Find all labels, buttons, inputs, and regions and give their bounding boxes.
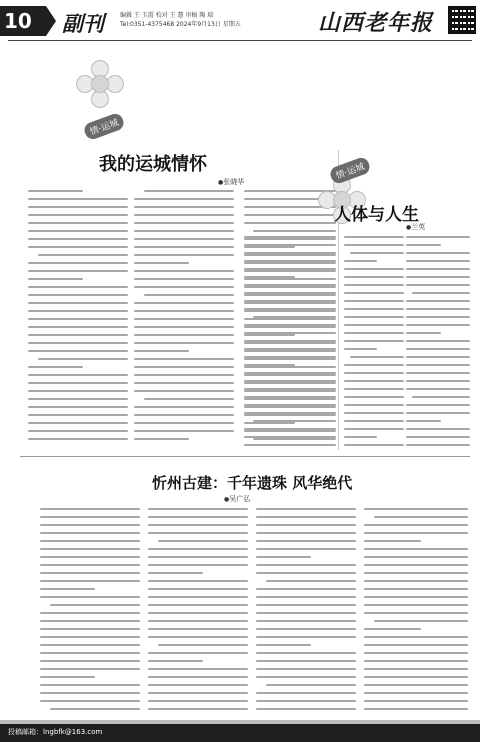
article-body-column [148,508,248,716]
body-text-line [344,332,404,334]
body-text-line [364,604,468,606]
article-body-column [40,508,140,716]
body-text-line [40,508,140,510]
section-name: 副刊 [62,11,104,36]
body-text-line [364,540,421,542]
body-text-line [344,340,404,342]
body-text-line [256,540,356,542]
body-text-line [134,414,234,416]
body-text-line [364,580,468,582]
body-text-line [344,236,404,238]
body-text-line [28,262,128,264]
body-text-line [344,268,404,270]
article-author: ● 兰英 [406,222,425,232]
body-text-line [344,284,404,286]
body-text-line [134,438,189,440]
body-text-line [256,588,356,590]
body-text-line [244,260,336,262]
body-text-line [256,564,356,566]
body-text-line [256,692,356,694]
body-text-line [28,374,128,376]
body-text-line [406,404,470,406]
body-text-line [244,300,336,302]
body-text-line [28,422,128,424]
article-badge: 情·运城 [82,112,125,142]
body-text-line [256,676,356,678]
body-text-line [344,420,404,422]
body-text-line [406,348,470,350]
body-text-line [364,596,468,598]
body-text-line [406,372,470,374]
body-text-line [364,700,468,702]
body-text-line [244,364,295,366]
body-text-line [144,294,234,296]
body-text-line [28,406,128,408]
body-text-line [256,572,356,574]
body-text-line [134,230,234,232]
qr-code-icon [448,6,476,34]
body-text-line [50,604,140,606]
body-text-line [256,532,356,534]
body-text-line [134,214,234,216]
body-text-line [148,676,248,678]
body-text-line [134,326,234,328]
body-text-line [40,588,95,590]
body-text-line [364,572,468,574]
body-text-line [344,412,404,414]
body-text-line [134,302,234,304]
body-text-line [40,572,140,574]
body-text-line [134,198,234,200]
body-text-line [256,628,356,630]
body-text-line [256,612,356,614]
body-text-line [134,430,234,432]
body-text-line [40,652,140,654]
article-body-column [244,236,336,452]
body-text-line [406,444,470,446]
body-text-line [28,286,128,288]
body-text-line [244,444,336,446]
body-text-line [40,564,140,566]
body-text-line [40,660,140,662]
body-text-line [40,700,140,702]
body-text-line [406,412,470,414]
body-text-line [50,708,140,710]
body-text-line [28,230,128,232]
header-rule [8,40,472,41]
header-info-line2: Tel:0351-4375468 2024年9月13日 星期五 [120,21,241,28]
body-text-line [40,580,140,582]
body-text-line [40,612,140,614]
body-text-line [364,636,468,638]
body-text-line [158,644,248,646]
article-badge: 情·运城 [328,156,371,186]
body-text-line [134,382,234,384]
body-text-line [148,620,248,622]
body-text-line [148,516,248,518]
body-text-line [134,390,234,392]
section-divider [20,456,470,457]
body-text-line [256,516,356,518]
body-text-line [28,206,128,208]
body-text-line [40,644,140,646]
body-text-line [28,270,128,272]
body-text-line [406,276,470,278]
article-body-column [406,236,470,452]
body-text-line [244,356,336,358]
body-text-line [40,620,140,622]
article-body-column [134,190,234,452]
body-text-line [134,342,234,344]
body-text-line [28,342,128,344]
body-text-line [256,548,356,550]
body-text-line [40,556,140,558]
page-header [0,0,480,42]
body-text-line [38,358,128,360]
body-text-line [134,310,234,312]
body-text-line [134,334,234,336]
body-text-line [256,668,356,670]
body-text-line [244,244,336,246]
body-text-line [406,252,470,254]
body-text-line [244,284,336,286]
body-text-line [344,364,404,366]
body-text-line [244,388,336,390]
body-text-line [344,372,404,374]
body-text-line [253,420,336,422]
body-text-line [28,198,128,200]
body-text-line [244,292,336,294]
body-text-line [134,222,234,224]
body-text-line [244,348,336,350]
article-body-column [364,508,468,716]
body-text-line [344,276,404,278]
body-text-line [134,206,234,208]
body-text-line [134,350,189,352]
body-text-line [40,684,140,686]
page-number: 10 [0,6,46,36]
body-text-line [364,652,468,654]
body-text-line [28,294,128,296]
body-text-line [256,604,356,606]
body-text-line [406,308,470,310]
body-text-line [148,532,248,534]
body-text-line [406,388,470,390]
body-text-line [406,380,470,382]
body-text-line [148,612,248,614]
body-text-line [344,428,404,430]
body-text-line [148,684,248,686]
body-text-line [40,668,140,670]
body-text-line [344,436,377,438]
body-text-line [344,388,404,390]
body-text-line [344,292,404,294]
body-text-line [256,596,356,598]
body-text-line [406,364,470,366]
body-text-line [344,308,404,310]
body-text-line [244,428,336,430]
masthead-logo: 山西老年报 [318,10,434,36]
body-text-line [344,300,404,302]
body-text-line [148,556,248,558]
body-text-line [364,532,468,534]
body-text-line [364,612,468,614]
body-text-line [256,708,356,710]
body-text-line [40,532,140,534]
body-text-line [38,254,128,256]
body-text-line [364,548,468,550]
article-author: ● 张晓华 [218,177,244,187]
body-text-line [344,324,404,326]
body-text-line [256,660,356,662]
body-text-line [364,668,468,670]
body-text-line [364,524,468,526]
body-text-line [344,244,404,246]
body-text-line [134,374,234,376]
body-text-line [148,652,248,654]
body-text-line [256,644,311,646]
body-text-line [253,316,336,318]
body-text-line [244,308,336,310]
body-text-line [256,620,356,622]
body-text-line [344,348,377,350]
body-text-line [412,292,470,294]
body-text-line [40,516,140,518]
body-text-line [244,324,336,326]
header-info [120,11,241,29]
body-text-line [148,548,248,550]
article-body-column [256,508,356,716]
body-text-line [244,436,336,438]
body-text-line [28,438,128,440]
body-text-line [406,324,470,326]
body-text-line [244,396,336,398]
body-text-line [364,692,468,694]
body-text-line [374,516,468,518]
body-text-line [406,428,470,430]
body-text-line [28,382,128,384]
body-text-line [40,636,140,638]
body-text-line [406,268,470,270]
body-text-line [244,372,336,374]
body-text-line [28,350,128,352]
body-text-line [28,246,128,248]
body-text-line [28,310,128,312]
body-text-line [28,278,83,280]
body-text-line [406,340,470,342]
article-body-column [344,236,404,452]
body-text-line [28,318,128,320]
body-text-line [406,420,441,422]
body-text-line [266,580,356,582]
body-text-line [406,316,470,318]
body-text-line [344,380,404,382]
body-text-line [134,246,234,248]
body-text-line [40,596,140,598]
body-text-line [28,334,128,336]
body-text-line [28,222,128,224]
body-text-line [256,556,311,558]
body-text-line [134,286,234,288]
body-text-line [148,628,248,630]
body-text-line [148,604,248,606]
body-text-line [148,564,248,566]
body-text-line [350,252,404,254]
body-text-line [374,620,468,622]
body-text-line [158,540,248,542]
body-text-line [244,332,336,334]
flower-decoration-icon [76,60,124,108]
body-text-line [244,404,336,406]
body-text-line [244,252,336,254]
body-text-line [148,668,248,670]
body-text-line [364,676,468,678]
body-text-line [148,572,203,574]
body-text-line [364,628,421,630]
article-title: 我的运城情怀 [99,154,207,175]
body-text-line [148,692,248,694]
body-text-line [344,444,404,446]
body-text-line [134,318,234,320]
article-body-column [28,190,128,452]
body-text-line [244,268,336,270]
body-text-line [134,366,234,368]
body-text-line [148,508,248,510]
body-text-line [364,708,468,710]
body-text-line [364,684,468,686]
body-text-line [28,238,128,240]
body-text-line [144,398,234,400]
body-text-line [344,396,404,398]
body-text-line [256,636,356,638]
header-info-line1: 编辑 王 玉霞 校对 王 慧 审稿 陶 瑞 [120,12,214,19]
body-text-line [406,332,441,334]
body-text-line [364,660,468,662]
body-text-line [40,628,140,630]
body-text-line [28,414,128,416]
body-text-line [148,700,248,702]
body-text-line [148,580,248,582]
body-text-line [364,508,468,510]
body-text-line [28,326,128,328]
body-text-line [406,236,470,238]
body-text-line [244,340,336,342]
body-text-line [40,524,140,526]
body-text-line [244,236,336,238]
body-text-line [134,254,234,256]
body-text-line [134,270,234,272]
body-text-line [350,356,404,358]
body-text-line [244,412,336,414]
page-number-arrow-icon [46,6,56,36]
body-text-line [28,430,128,432]
body-text-line [28,390,128,392]
body-text-line [28,214,128,216]
body-text-line [40,692,140,694]
body-text-line [406,260,470,262]
body-text-line [253,230,336,232]
body-text-line [40,540,140,542]
body-text-line [144,190,234,192]
body-text-line [148,636,248,638]
body-text-line [134,358,234,360]
body-text-line [134,278,234,280]
body-text-line [134,406,234,408]
body-text-line [364,556,468,558]
body-text-line [344,404,404,406]
body-text-line [364,588,468,590]
body-text-line [28,398,128,400]
body-text-line [256,524,356,526]
body-text-line [266,684,356,686]
body-text-line [406,436,470,438]
body-text-line [40,676,95,678]
footer-email: 投稿邮箱：lngbfk@163.com [8,728,103,736]
article-author: ● 吴广弘 [224,494,250,504]
body-text-line [148,596,248,598]
body-text-line [364,644,468,646]
body-text-line [344,260,377,262]
body-text-line [134,262,189,264]
body-text-line [148,524,248,526]
body-text-line [40,548,140,550]
body-text-line [28,190,83,192]
body-text-line [406,356,470,358]
body-text-line [28,302,128,304]
body-text-line [134,238,234,240]
body-text-line [256,700,356,702]
body-text-line [148,708,248,710]
body-text-line [28,366,83,368]
body-text-line [406,244,441,246]
body-text-line [244,276,295,278]
body-text-line [134,422,234,424]
body-text-line [148,660,203,662]
body-text-line [406,300,470,302]
body-text-line [244,380,336,382]
body-text-line [364,564,468,566]
body-text-line [406,284,470,286]
body-text-line [344,316,404,318]
article-title: 忻州古建：千年遗珠 风华绝代 [152,474,353,492]
body-text-line [148,588,248,590]
body-text-line [256,508,356,510]
body-text-line [412,396,470,398]
body-text-line [256,652,356,654]
article-title: 人体与人生 [334,205,419,225]
